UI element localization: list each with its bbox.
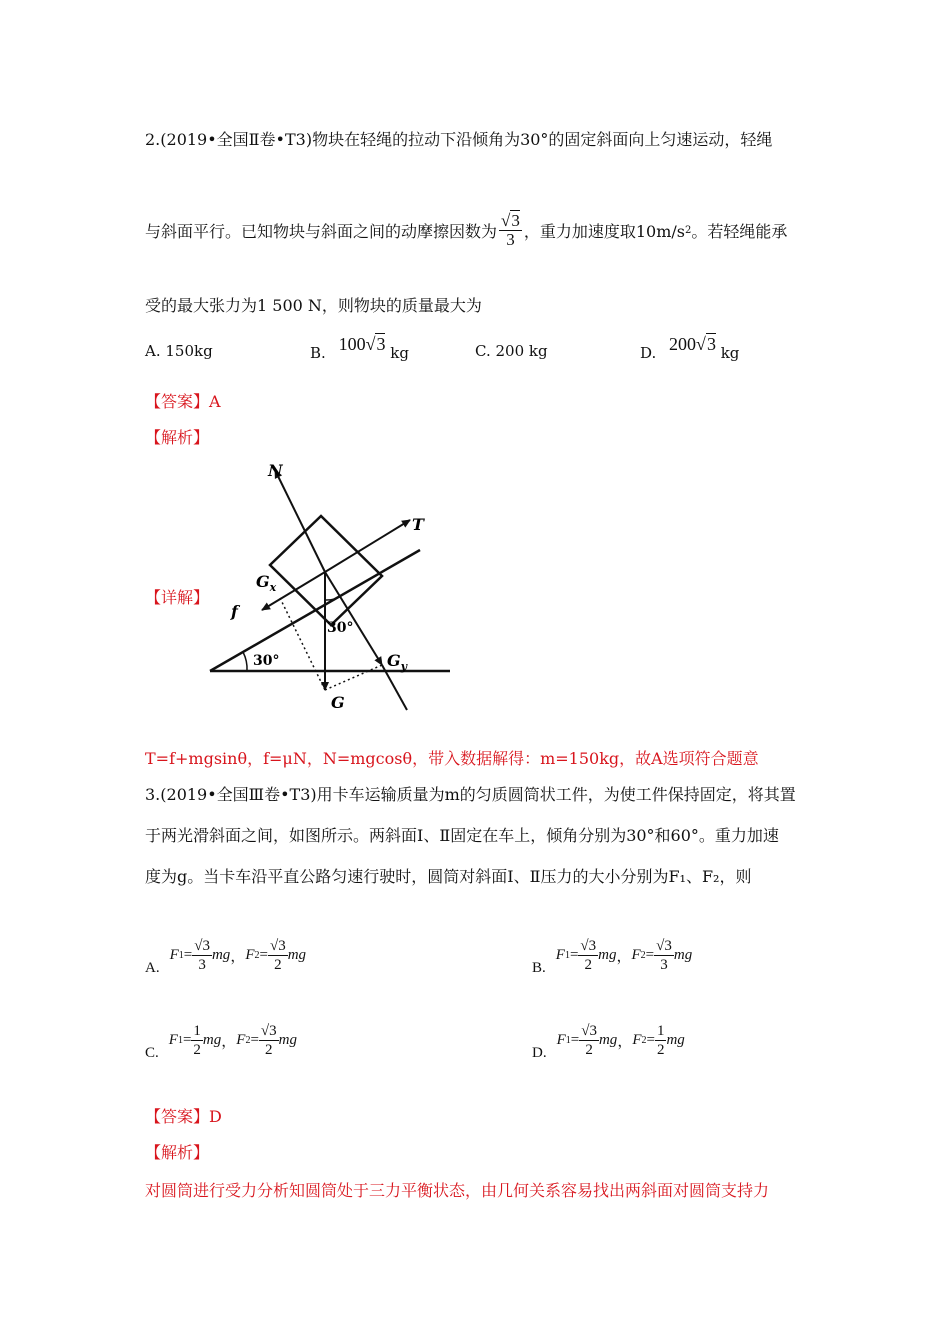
q3-line3: 度为g。当卡车沿平直公路匀速行驶时，圆筒对斜面Ⅰ、Ⅱ压力的大小分别为F₁、F₂，则: [145, 867, 752, 886]
label-Gx: $G_x$: [256, 572, 277, 594]
q2-line2-end: 。若轻绳能承: [691, 221, 788, 241]
q2-line1: 2.(2019•全国Ⅱ卷•T3)物块在轻绳的拉动下沿倾角为30°的固定斜面向上匀速运动，轻绳: [145, 130, 773, 149]
label-30-base: 30°: [253, 653, 280, 669]
q3-option-b: B. F 1 = $\frac{√3}{2}$ mg ， F 2 = $\frac{√3}{3}$ mg: [532, 937, 693, 976]
q3-option-d: D. F 1 = $\frac{√3}{2}$ mg ， F 2 = $\frac{1}{2}$ mg: [532, 1022, 685, 1061]
q3-analysis-tag: 【解析】: [145, 1143, 210, 1162]
angle-arc-top: [325, 596, 341, 600]
q2-option-b: B. 100√3 kg: [310, 334, 409, 362]
q2-line2-pre: 与斜面平行。已知物块与斜面之间的动摩擦因数为: [145, 221, 498, 241]
label-T: T: [412, 515, 424, 534]
q3-line1: 3.(2019•全国Ⅲ卷•T3)用卡车运输质量为m的匀质圆筒状工件，为使工件保持固定，将其置: [145, 785, 796, 804]
q2-detail-tag: 【详解】: [145, 588, 210, 607]
q2-line3: 受的最大张力为1 500 N，则物块的质量最大为: [145, 296, 482, 315]
mu-frac-num: 3: [511, 210, 520, 230]
angle-arc-base: [243, 652, 247, 671]
q3-option-a: A. F 1 = $\frac{√3}{3}$ mg ， F 2 = $\frac{√3}{2}$ mg: [145, 937, 307, 976]
mu-fraction: $\frac{√3}{3}$: [501, 210, 520, 249]
q2-answer: 【答案】A: [145, 392, 221, 411]
q3-line2: 于两光滑斜面之间，如图所示。两斜面Ⅰ、Ⅱ固定在车上，倾角分别为30°和60°。重力加速: [145, 826, 779, 845]
q2-line2-post: ，重力加速度取10m/s: [523, 221, 685, 241]
q3-option-c: C. F 1 = $\frac{1}{2}$ mg ， F 2 = $\frac{√3}{2}$ mg: [145, 1022, 297, 1061]
label-G: G: [331, 693, 345, 712]
label-Gy: $G_y$: [387, 651, 408, 673]
q2-analysis-tag: 【解析】: [145, 428, 210, 447]
mu-frac-den: 3: [499, 230, 522, 249]
label-f: f: [231, 602, 238, 621]
q2-option-d: D. 200√3 kg: [640, 334, 740, 362]
q2-solution: T=f+mgsinθ，f=μN，N=mgcosθ，带入数据解得：m=150kg，故A选项符合题意: [145, 749, 759, 768]
force-diagram: [200, 455, 460, 715]
q2-line2-sup: 2: [685, 224, 692, 236]
q2-line2: [145, 200, 787, 260]
q3-answer: 【答案】D: [145, 1107, 222, 1126]
label-N: N: [268, 461, 283, 480]
q2-option-a: A. 150kg: [145, 342, 213, 360]
label-30-top: 30°: [327, 620, 354, 636]
q2-option-c: C. 200 kg: [475, 342, 548, 360]
q3-analysis-text: 对圆筒进行受力分析知圆筒处于三力平衡状态，由几何关系容易找出两斜面对圆筒支持力: [145, 1181, 770, 1200]
gy-arrow: [325, 572, 382, 665]
gy-dotted: [325, 665, 382, 690]
